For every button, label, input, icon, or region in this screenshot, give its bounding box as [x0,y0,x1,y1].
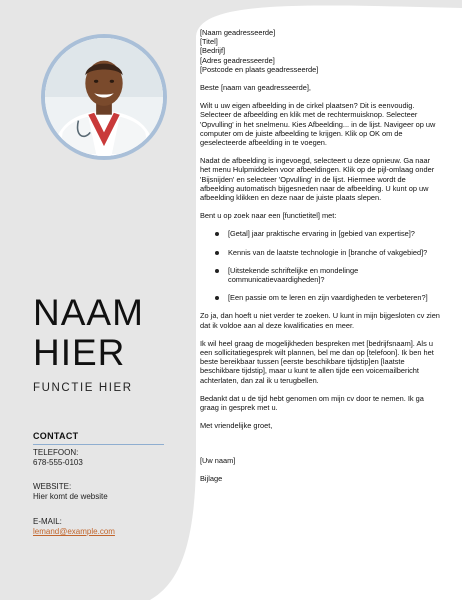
paragraph-2: Nadat de afbeelding is ingevoegd, selecteert u deze opnieuw. Ga naar het menu Hulpmiddelen voor afbeeldingen. Klik op de pijl-omlaag onder 'Bijsnijden' en selecteer 'Opvulling' in de lijst. Hiermee wordt de afbeelding automatisch bijgesneden naar de afbeelding. U kunt op uw afbeelding klikken en deze naar de juiste plaats slepen. [200,156,435,203]
list-item: [Getal] jaar praktische ervaring in [gebied van expertise]? [200,229,440,238]
profile-photo[interactable] [41,34,167,160]
salutation: Beste [naam van geadresseerde], [200,83,311,93]
contact-phone [33,448,168,468]
phone-label: TELEFOON: [33,448,79,457]
name-line-2: HIER [33,332,126,373]
recipient-postcode-city: [Postcode en plaats geadresseerde] [200,64,319,74]
email-link[interactable]: lemand@example.com [33,527,115,536]
doctor-portrait-image [45,38,163,156]
website-value: Hier komt de website [33,492,108,501]
signature-space [200,440,440,456]
contact-heading: CONTACT [33,431,164,445]
name-line-1: NAAM [33,292,144,333]
paragraph-6: Bedankt dat u de tijd hebt genomen om mijn cv door te nemen. Ik ga graag in gesprek met u. [200,393,424,413]
website-label: WEBSITE: [33,482,72,491]
recipient-name: [Naam geadresseerde] [200,28,276,37]
recipient-company: [Bedrijf] [200,46,226,56]
job-title: FUNCTIE HIER [33,382,133,394]
contact-email [33,517,168,537]
paragraph-5: Ik wil heel graag de mogelijkheden bespreken met [bedrijfsnaam]. Als u een sollicitatiegesprek wilt plannen, bel me dan op [telefoon]. Ik ben het beste bereikbaar tussen [eerste beschikbare tijdstip]en [laatste beschikbare tijdstip], maar u kunt te allen tijde een voicemailbericht achterlaten, dan zal ik u terugbellen. [200,338,434,385]
list-item: [Uitstekende schriftelijke en mondelinge communicatievaardigheden]? [200,266,440,284]
sender-name: [Uw naam] [200,455,236,465]
list-item: [Een passie om te leren en zijn vaardigheden te verbeteren?] [200,293,440,302]
contact-website [33,482,168,502]
phone-value: 678-555-0103 [33,458,83,467]
candidate-name [33,293,173,373]
email-label: E-MAIL: [33,517,62,526]
list-item: Kennis van de laatste technologie in [branche of vakgebied]? [200,248,440,257]
recipient-address [200,28,440,74]
letter-body [200,28,440,492]
recipient-title: [Titel] [200,37,218,47]
qualifications-list [200,229,440,302]
paragraph-3: Bent u op zoek naar een [functietitel] met: [200,211,337,221]
paragraph-4: Zo ja, dan hoeft u niet verder te zoeken. U kunt in mijn bijgesloten cv zien dat ik voldoe aan al deze kwalificaties en meer. [200,311,440,330]
paragraph-1: Wilt u uw eigen afbeelding in de cirkel plaatsen? Dit is eenvoudig. Selecteer de afbeelding en klik met de rechtermuisknop. Selecteer 'Opvulling' in het snelmenu. Kies Afbeelding... in de lijst. Navigeer op uw computer om de juiste afbeelding te krijgen. Klik op OK om de geselecteerde afbeelding in te voegen. [200,101,436,148]
closing: Met vriendelijke groet, [200,421,273,431]
enclosure: Bijlage [200,473,223,483]
recipient-street: [Adres geadresseerde] [200,55,275,65]
